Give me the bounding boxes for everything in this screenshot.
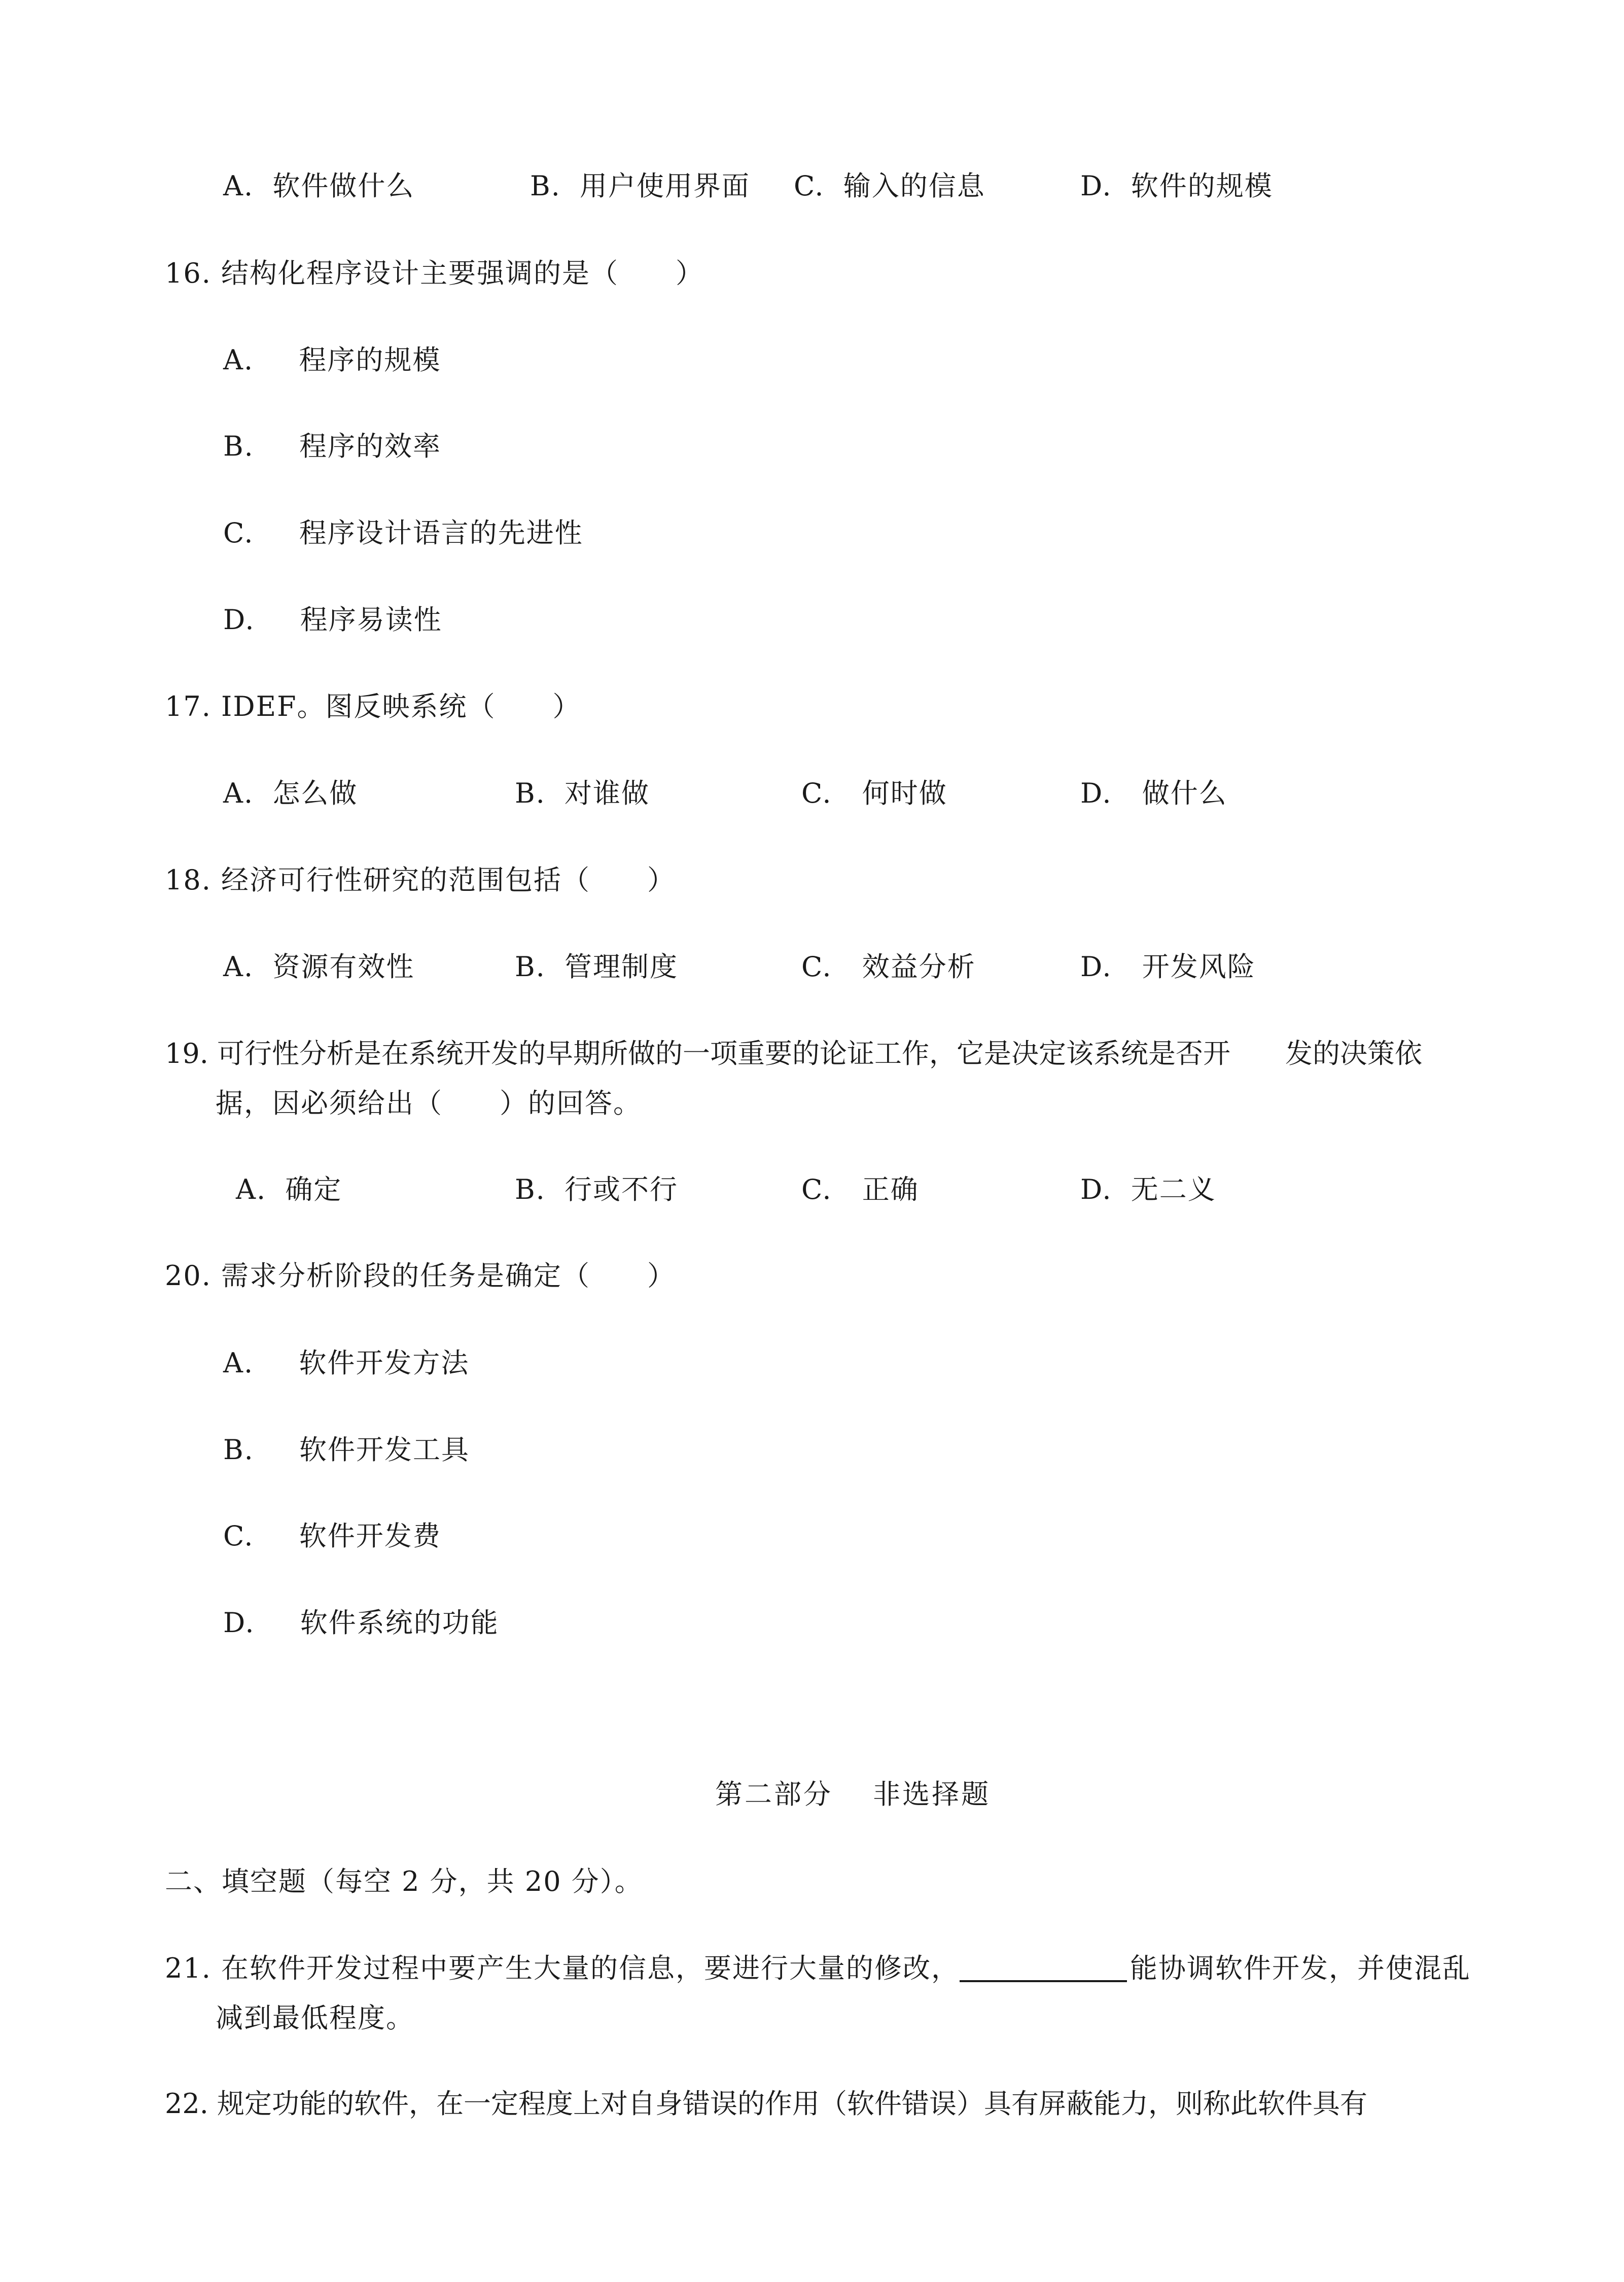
q16-option-c: C. 程序设计语言的先进性	[223, 517, 583, 549]
q16-option-d: D. 程序易读性	[223, 604, 442, 636]
q19-option-d: D. 无二义	[1080, 1173, 1216, 1205]
fill-in-section-heading: 二、填空题（每空 2 分，共 20 分）。	[165, 1865, 643, 1897]
q19-option-a: A. 确定	[236, 1173, 342, 1205]
part2-title: 第二部分 非选择题	[715, 1778, 991, 1810]
q17-option-b: B. 对谁做	[515, 777, 650, 809]
q21-stem-line2: 减到最低程度。	[216, 2002, 414, 2034]
q15-option-b: B. 用户使用界面	[530, 170, 751, 202]
q18-option-d: D. 开发风险	[1080, 951, 1256, 983]
q17-stem: 17. IDEF。图反映系统（ ）	[165, 690, 581, 722]
q17-option-a: A. 怎么做	[223, 777, 358, 809]
q21-stem-after: 能协调软件开发，并使混乱	[1130, 1952, 1471, 1984]
q20-stem: 20. 需求分析阶段的任务是确定（ ）	[165, 1260, 676, 1292]
q20-option-b: B. 软件开发工具	[223, 1434, 470, 1466]
q18-option-a: A. 资源有效性	[223, 951, 415, 983]
q16-option-b: B. 程序的效率	[223, 430, 442, 462]
q16-stem: 16. 结构化程序设计主要强调的是（ ）	[165, 257, 704, 289]
q18-stem: 18. 经济可行性研究的范围包括（ ）	[165, 864, 676, 896]
q19-stem-line2: 据，因必须给出（ ）的回答。	[216, 1087, 642, 1119]
q17-option-d: D. 做什么	[1080, 777, 1227, 809]
q20-option-a: A. 软件开发方法	[223, 1347, 470, 1379]
q19-option-c: C. 正确	[801, 1173, 919, 1205]
q16-option-a: A. 程序的规模	[223, 344, 441, 376]
q17-option-c: C. 何时做	[801, 777, 947, 809]
q21-answer-blank[interactable]	[960, 1955, 1127, 1982]
q19-option-b: B. 行或不行	[515, 1173, 679, 1205]
q22-stem: 22. 规定功能的软件，在一定程度上对自身错误的作用（软件错误）具有屏蔽能力，则称此软件具有	[165, 2088, 1368, 2120]
q18-option-c: C. 效益分析	[801, 951, 976, 983]
q20-option-d: D. 软件系统的功能	[223, 1607, 499, 1639]
q18-option-b: B. 管理制度	[515, 951, 679, 983]
q20-option-c: C. 软件开发费	[223, 1520, 441, 1552]
q21-stem-before: 21. 在软件开发过程中要产生大量的信息，要进行大量的修改，	[165, 1952, 960, 1984]
q21-stem-line1	[165, 1952, 1471, 1984]
q15-option-a: A. 软件做什么	[223, 170, 415, 202]
q15-option-c: C. 输入的信息	[794, 170, 985, 202]
q15-option-d: D. 软件的规模	[1080, 170, 1273, 202]
q19-stem-line1: 19. 可行性分析是在系统开发的早期所做的一项重要的论证工作，它是决定该系统是否开 发的决策依	[165, 1038, 1423, 1069]
